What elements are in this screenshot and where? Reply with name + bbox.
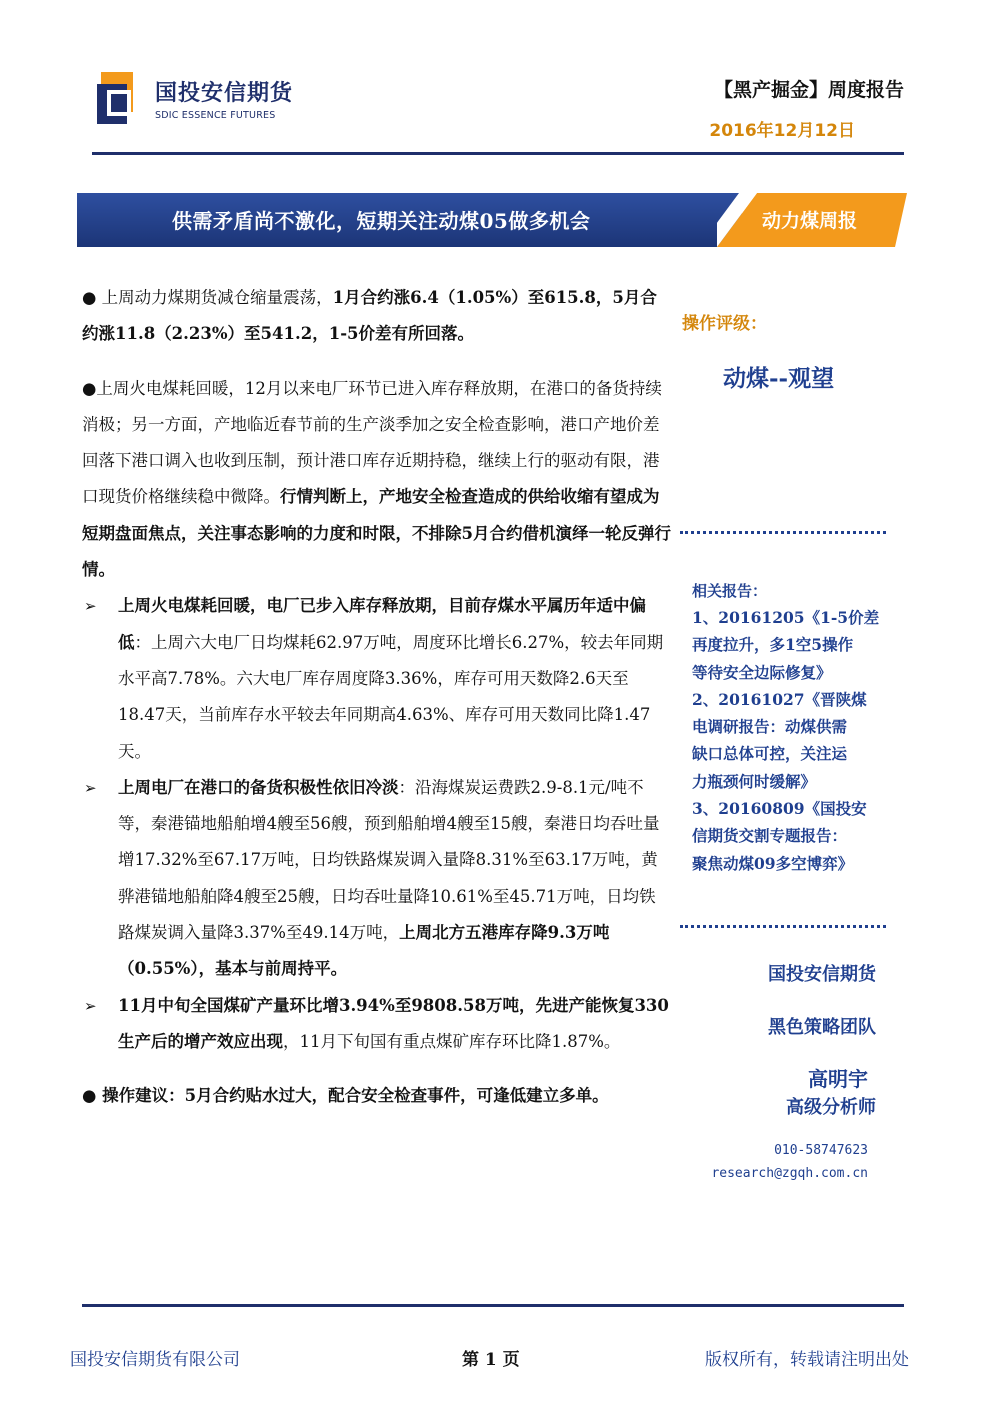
bullet-power-plant-bold: 上周火电煤耗回暖，电厂已步入库存释放期，目前存煤水平属历年适中偏低 <box>118 596 646 652</box>
arrow-bullet-icon: ➢ <box>84 778 97 797</box>
bullet-port-bold-end: 上周北方五港库存降9.3万吨（0.55%），基本与前周持平。 <box>118 923 610 979</box>
company-name: 国投安信期货 <box>768 964 876 985</box>
related-reports-title: 相关报告： <box>692 582 768 600</box>
bullet-production <box>82 988 672 1061</box>
rating-value: 动煤--观望 <box>723 365 835 392</box>
related-line: 再度拉升，多1空5操作 <box>692 635 854 655</box>
contact-phone: 010-58747623 <box>774 1143 868 1158</box>
related-line: 等待安全边际修复》 <box>692 662 832 682</box>
report-category-tag: 动力煤周报 <box>762 210 858 232</box>
main-content <box>82 280 672 1115</box>
related-line: 缺口总体可控，关注运 <box>692 744 848 764</box>
logo-mark-icon <box>97 72 141 124</box>
summary-lead: ● 上周动力煤期货减仓缩量震荡， <box>82 288 333 307</box>
footer-copyright: 版权所有，转载请注明出处 <box>705 1350 909 1370</box>
bullet-power-plant-text: ：上周六大电厂日均煤耗62.97万吨，周度环比增长6.27%，较去年同期水平高7.78%。六大电厂库存周度降3.36%，库存可用天数降2.6天至18.47天，当前库存水平较去年同期高4.63%、库存可用天数同比降1.47天。 <box>118 632 664 761</box>
sidebar-dotted-divider <box>680 925 886 928</box>
summary-bold: 1月合约涨6.4（1.05%）至615.8，5月合约涨11.8（2.23%）至541.2，1-5价差有所回落。 <box>82 288 657 344</box>
company-logo <box>97 70 297 130</box>
report-date: 2016年12月12日 <box>709 121 855 141</box>
analyst-title: 高级分析师 <box>786 1097 876 1118</box>
bullet-power-plant <box>82 588 672 769</box>
logo-cn-text: 国投安信期货 <box>155 81 294 106</box>
related-line: 1、20161205《1-5价差 <box>692 608 880 627</box>
related-line: 电调研报告：动煤供需 <box>692 717 848 737</box>
arrow-bullet-icon: ➢ <box>84 597 97 616</box>
rating-label: 操作评级： <box>682 314 767 334</box>
contact-email: research@zgqh.com.cn <box>711 1166 868 1181</box>
bullet-port-bold: 上周电厂在港口的备货积极性依旧冷淡 <box>118 777 399 797</box>
report-title: 供需矛盾尚不激化，短期关注动煤05做多机会 <box>172 209 591 233</box>
report-type: 【黑产掘金】周度报告 <box>713 79 904 101</box>
bullet-production-text: ，11月下旬国有重点煤矿库存环比降1.87%。 <box>283 1031 621 1051</box>
analyst-name: 高明宇 <box>808 1067 868 1091</box>
summary-paragraph <box>82 280 672 353</box>
bullet-production-bold: 11月中旬全国煤矿产量环比增3.94%至9808.58万吨，先进产能恢复330生产后的增产效应出现 <box>118 995 669 1051</box>
related-line: 聚焦动煤09多空博弈》 <box>692 853 854 873</box>
footer-company: 国投安信期货有限公司 <box>70 1350 240 1370</box>
related-line: 2、20161027《晋陕煤 <box>692 689 867 709</box>
logo-en-text: SDIC ESSENCE FUTURES <box>155 110 276 121</box>
analysis-bold: 行情判断上，产地安全检查造成的供给收缩有望成为短期盘面焦点，关注事态影响的力度和时限，不排除5月合约借机演绎一轮反弹行情。 <box>82 487 671 580</box>
title-banner <box>77 193 907 247</box>
footer-divider <box>82 1304 904 1307</box>
analysis-lead: ●上周火电煤耗回暖，12月以来电厂环节已进入库存释放期，在港口的备货持续消极；另一方面，产地临近春节前的生产淡季加之安全检查影响，港口产地价差回落下港口调入也收到压制，预计港口库存近期持稳，继续上行的驱动有限，港口现货价格继续稳中微降。 <box>82 378 662 507</box>
arrow-bullet-icon: ➢ <box>84 996 97 1015</box>
related-line: 力瓶颈何时缓解》 <box>692 771 817 791</box>
related-line: 信期货交割专题报告： <box>692 826 848 846</box>
analysis-paragraph <box>82 371 672 589</box>
team-name: 黑色策略团队 <box>768 1017 876 1038</box>
header-divider <box>92 152 904 155</box>
related-line: 3、20160809《国投安 <box>692 799 867 819</box>
related-reports-list <box>692 604 892 877</box>
sidebar-dotted-divider <box>680 531 886 534</box>
bullet-port-text: ：沿海煤炭运费跌2.9-8.1元/吨不等，秦港锚地船舶增4艘至56艘，预到船舶增4艘至15艘，秦港日均吞吐量增17.32%至67.17万吨，日均铁路煤炭调入量降8.31%至63.17万吨，黄骅港锚地船舶降4艘至25艘，日均吞吐量降10.61%至45.71万吨，日均铁路煤炭调入量降3.37%至49.14万吨， <box>118 777 660 943</box>
page-number: 第 1 页 <box>462 1350 520 1370</box>
operation-advice: ● 操作建议：5月合约贴水过大，配合安全检查事件，可逢低建立多单。 <box>82 1086 609 1106</box>
bullet-port <box>82 770 672 988</box>
